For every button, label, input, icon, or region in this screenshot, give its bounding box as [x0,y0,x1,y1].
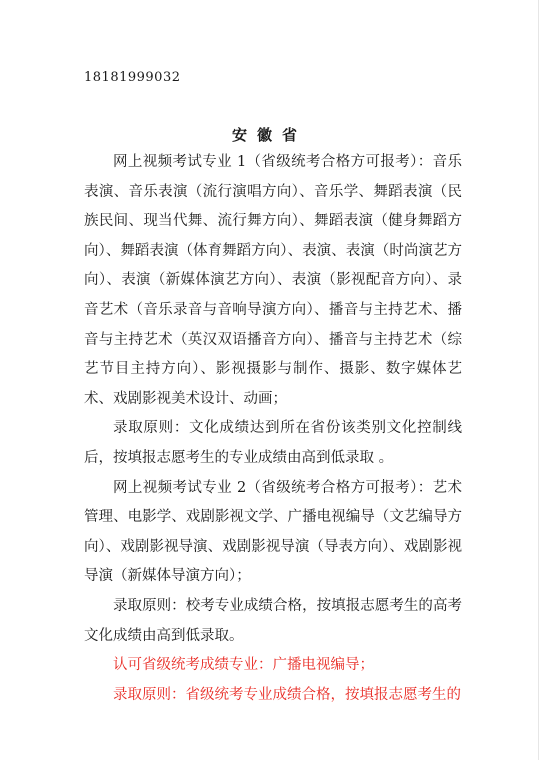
province-heading: 安徽省 [231,126,307,144]
document-body [84,148,462,710]
paragraph-recognized-major: 认可省级统考成绩专业：广播电视编导； [113,657,374,674]
paragraph-online-exam-major-2: 网上视频考试专业 2（省级统考合格方可报考）：艺术管理、电影学、戏剧影视文学、广播电视编导（文艺编导方向）、戏剧影视导演、戏剧影视导演（导表方向）、戏剧影视导演（新媒体导演方向）； [84,479,462,585]
paragraph-admission-principle-3: 录取原则：省级统考专业成绩合格，按填报志愿考生的 [113,686,461,703]
phone-number: 18181999032 [84,70,181,85]
paragraph-admission-principle-2: 录取原则：校考专业成绩合格，按填报志愿考生的高考文化成绩由高到低录取。 [84,597,462,644]
paragraph-online-exam-major-1: 网上视频考试专业 1（省级统考合格方可报考）：音乐表演、音乐表演（流行演唱方向）、音乐学、舞蹈表演（民族民间、现当代舞、流行舞方向）、舞蹈表演（健身舞蹈方向）、舞蹈表演（体育舞蹈方向）、表演、表演（时尚演艺方向）、表演（新媒体演艺方向）、表演（影视配音方向）、录音艺术（音乐录音与音响导演方向）、播音与主持艺术、播音与主持艺术（英汉双语播音方向）、播音与主持艺术（综艺节目主持方向）、影视摄影与制作、摄影、数字媒体艺术、戏剧影视美术设计、动画； [84,154,462,407]
paragraph-admission-principle-1: 录取原则：文化成绩达到所在省份该类别文化控制线后，按填报志愿考生的专业成绩由高到低录取 。 [84,420,462,466]
